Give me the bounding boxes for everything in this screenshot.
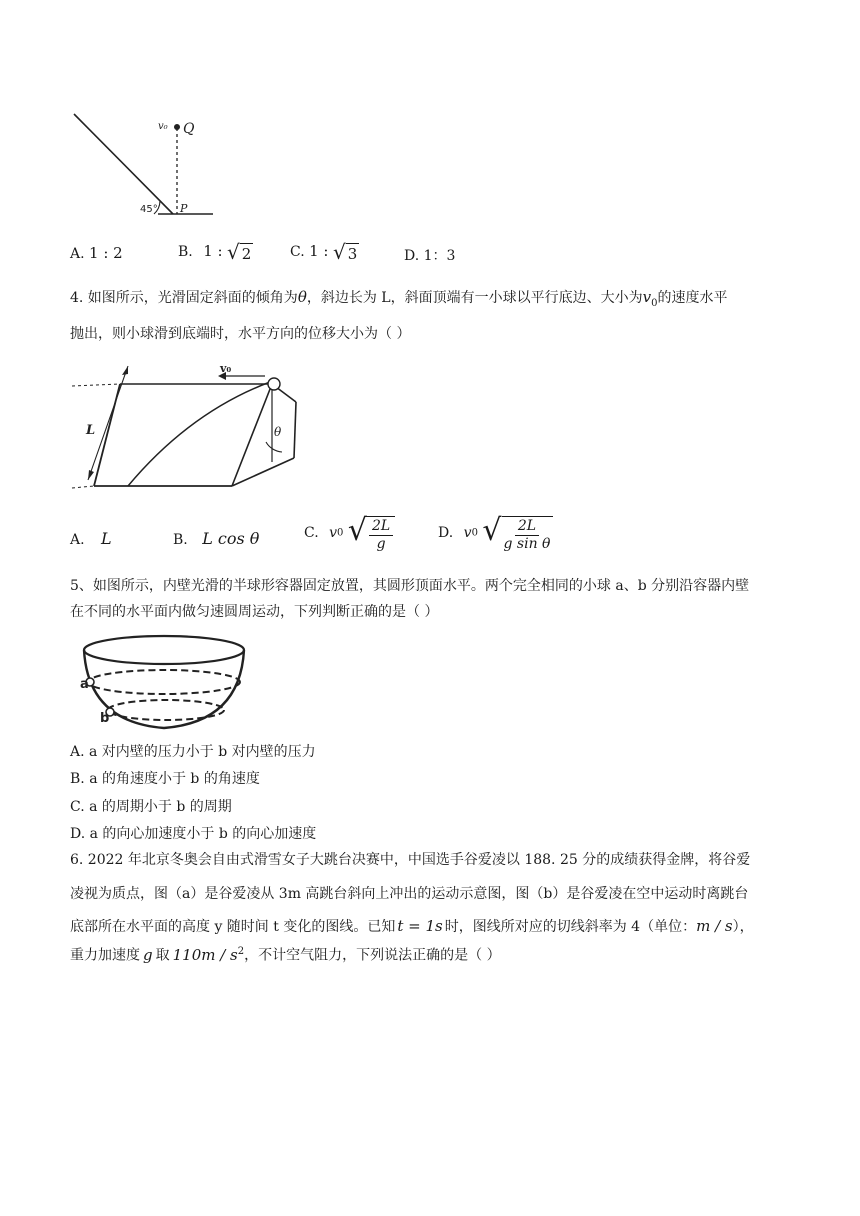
label-theta: θ bbox=[274, 425, 282, 439]
text-segment: 抛出，则小球滑到底端时，水平方向的位移大小为（ ） bbox=[70, 326, 411, 342]
text-segment: 取 bbox=[155, 947, 170, 964]
label-v0: v₀ bbox=[158, 121, 168, 132]
label-a: a bbox=[80, 677, 89, 692]
arrow-head-top bbox=[122, 366, 128, 375]
option-value: L cos θ bbox=[202, 529, 260, 548]
text-segment: 重力加速度 bbox=[70, 947, 140, 964]
ball bbox=[268, 378, 280, 390]
q6-stem-line2 bbox=[70, 884, 748, 904]
math-superscript: 2 bbox=[237, 946, 245, 957]
dashed-bottom-left bbox=[72, 486, 94, 488]
denominator: g sin θ bbox=[503, 536, 551, 552]
option-prefix: B. bbox=[178, 244, 193, 260]
v-symbol: v bbox=[329, 525, 338, 541]
radicand: 2 bbox=[241, 245, 252, 263]
option-text: B. a 的角速度小于 b 的角速度 bbox=[70, 771, 260, 787]
v0-symbol: v bbox=[642, 288, 652, 306]
sqrt-3: √ 3 bbox=[332, 240, 358, 264]
trajectory-curve bbox=[128, 382, 270, 486]
sqrt-expression: √ $\frac{2L}{\text{g sin θ}}$ bbox=[482, 513, 551, 552]
q6-stem-line3 bbox=[70, 916, 754, 937]
sqrt-expression: √ $\frac{2L}{g}$ bbox=[348, 513, 395, 553]
q3-option-b bbox=[178, 240, 253, 264]
text-segment: ）， bbox=[732, 919, 754, 935]
option-prefix: D. bbox=[404, 248, 420, 264]
v-subscript: 0 bbox=[337, 527, 344, 539]
q4-option-d bbox=[438, 513, 553, 553]
label-q: Q bbox=[183, 121, 195, 137]
option-prefix: C. bbox=[290, 244, 305, 260]
option-prefix: C. bbox=[304, 525, 319, 541]
q6-stem-line4 bbox=[70, 942, 501, 966]
text-segment: ，斜边长为 L，斜面顶端有一小球以平行底边、大小为 bbox=[306, 290, 643, 306]
dashed-top-left bbox=[72, 384, 120, 386]
q3-option-a bbox=[70, 244, 123, 262]
q5-stem-line2 bbox=[70, 602, 438, 622]
math-g: g bbox=[143, 945, 153, 964]
option-prefix: D. bbox=[438, 525, 454, 541]
text-segment: 凌视为质点，图（a）是谷爱凌从 3m 高跳台斜向上冲出的运动示意图，图（b）是谷爱凌在空中运动时离跳台 bbox=[70, 886, 749, 902]
q4-option-b bbox=[173, 529, 259, 548]
fraction bbox=[504, 518, 551, 553]
text-segment: 底部所在水平面的高度 y 随时间 t 变化的图线。已知 bbox=[70, 919, 396, 935]
option-value: 1 : 2 bbox=[89, 244, 123, 262]
option-prefix: B. bbox=[173, 532, 188, 548]
option-value: 1：3 bbox=[423, 248, 456, 264]
math-time: t = 1s bbox=[397, 917, 443, 935]
q4-stem-line1 bbox=[70, 287, 727, 314]
label-l: L bbox=[86, 423, 96, 438]
text-segment: 6. 2022 年北京冬奥会自由式滑雪女子大跳台决赛中，中国选手谷爱凌以 188. 25 分的成绩获得金牌，将谷爱 bbox=[70, 852, 751, 868]
q5-option-c bbox=[70, 797, 232, 817]
orbit-a bbox=[88, 670, 240, 694]
text-segment: 时，图线所对应的切线斜率为 4（单位： bbox=[444, 919, 697, 935]
arrow-head-bottom bbox=[88, 470, 94, 480]
q5-stem-line1 bbox=[70, 576, 749, 596]
bowl-rim bbox=[84, 636, 244, 664]
side-vertical-edge bbox=[294, 402, 296, 458]
option-prefix: A. bbox=[70, 246, 85, 262]
radicand: 3 bbox=[347, 245, 358, 263]
option-value: L bbox=[101, 529, 112, 548]
label-angle: 45° bbox=[140, 204, 158, 215]
q5-option-d bbox=[70, 824, 316, 844]
option-text: D. a 的向心加速度小于 b 的向心加速度 bbox=[70, 826, 317, 842]
q6-stem-line1 bbox=[70, 850, 750, 870]
text-segment: 在不同的水平面内做匀速圆周运动，下列判断正确的是（ ） bbox=[70, 604, 439, 620]
q4-option-a bbox=[70, 529, 112, 548]
denominator: g bbox=[376, 536, 386, 552]
theta-symbol: θ bbox=[297, 288, 307, 306]
label-p: P bbox=[180, 202, 188, 215]
v-subscript: 0 bbox=[471, 527, 478, 539]
hemisphere-bowl-figure-q5 bbox=[78, 630, 250, 734]
text-segment: 5、如图所示，内壁光滑的半球形容器固定放置，其圆形顶面水平。两个完全相同的小球 a、b 分别沿容器内壁 bbox=[70, 578, 750, 594]
option-text: A. a 对内壁的压力小于 b 对内壁的压力 bbox=[70, 744, 316, 760]
text-segment: 的速度水平 bbox=[657, 290, 728, 306]
q5-option-a bbox=[70, 742, 316, 762]
option-text: C. a 的周期小于 b 的周期 bbox=[70, 799, 232, 815]
q5-option-b bbox=[70, 769, 260, 789]
q3-option-d bbox=[404, 245, 455, 265]
math-unit: m / s bbox=[696, 917, 733, 935]
label-v0: v₀ bbox=[220, 362, 232, 375]
numerator: 2L bbox=[515, 518, 539, 536]
option-value: 1 : bbox=[203, 242, 223, 260]
point-q-dot bbox=[174, 124, 180, 130]
numerator: 2L bbox=[369, 518, 393, 536]
option-prefix: A. bbox=[70, 532, 85, 548]
v-symbol: v bbox=[463, 525, 472, 541]
theta-arc bbox=[266, 442, 282, 452]
fraction bbox=[369, 518, 393, 553]
sqrt-2: √ 2 bbox=[227, 240, 252, 264]
q4-option-c bbox=[304, 513, 395, 553]
math-value: 110m / s bbox=[172, 945, 238, 964]
incline-figure-q3 bbox=[68, 108, 218, 220]
q3-option-c bbox=[290, 240, 359, 264]
q4-stem-line2 bbox=[70, 324, 410, 344]
text-segment: 4. 如图所示，光滑固定斜面的倾角为 bbox=[70, 290, 298, 306]
option-value: 1 : bbox=[309, 242, 329, 260]
label-b: b bbox=[100, 711, 110, 726]
text-segment: ，不计空气阻力，下列说法正确的是（ ） bbox=[244, 947, 501, 964]
v0-subscript: 0 bbox=[651, 297, 658, 309]
incline-plane-figure-q4 bbox=[70, 362, 320, 498]
